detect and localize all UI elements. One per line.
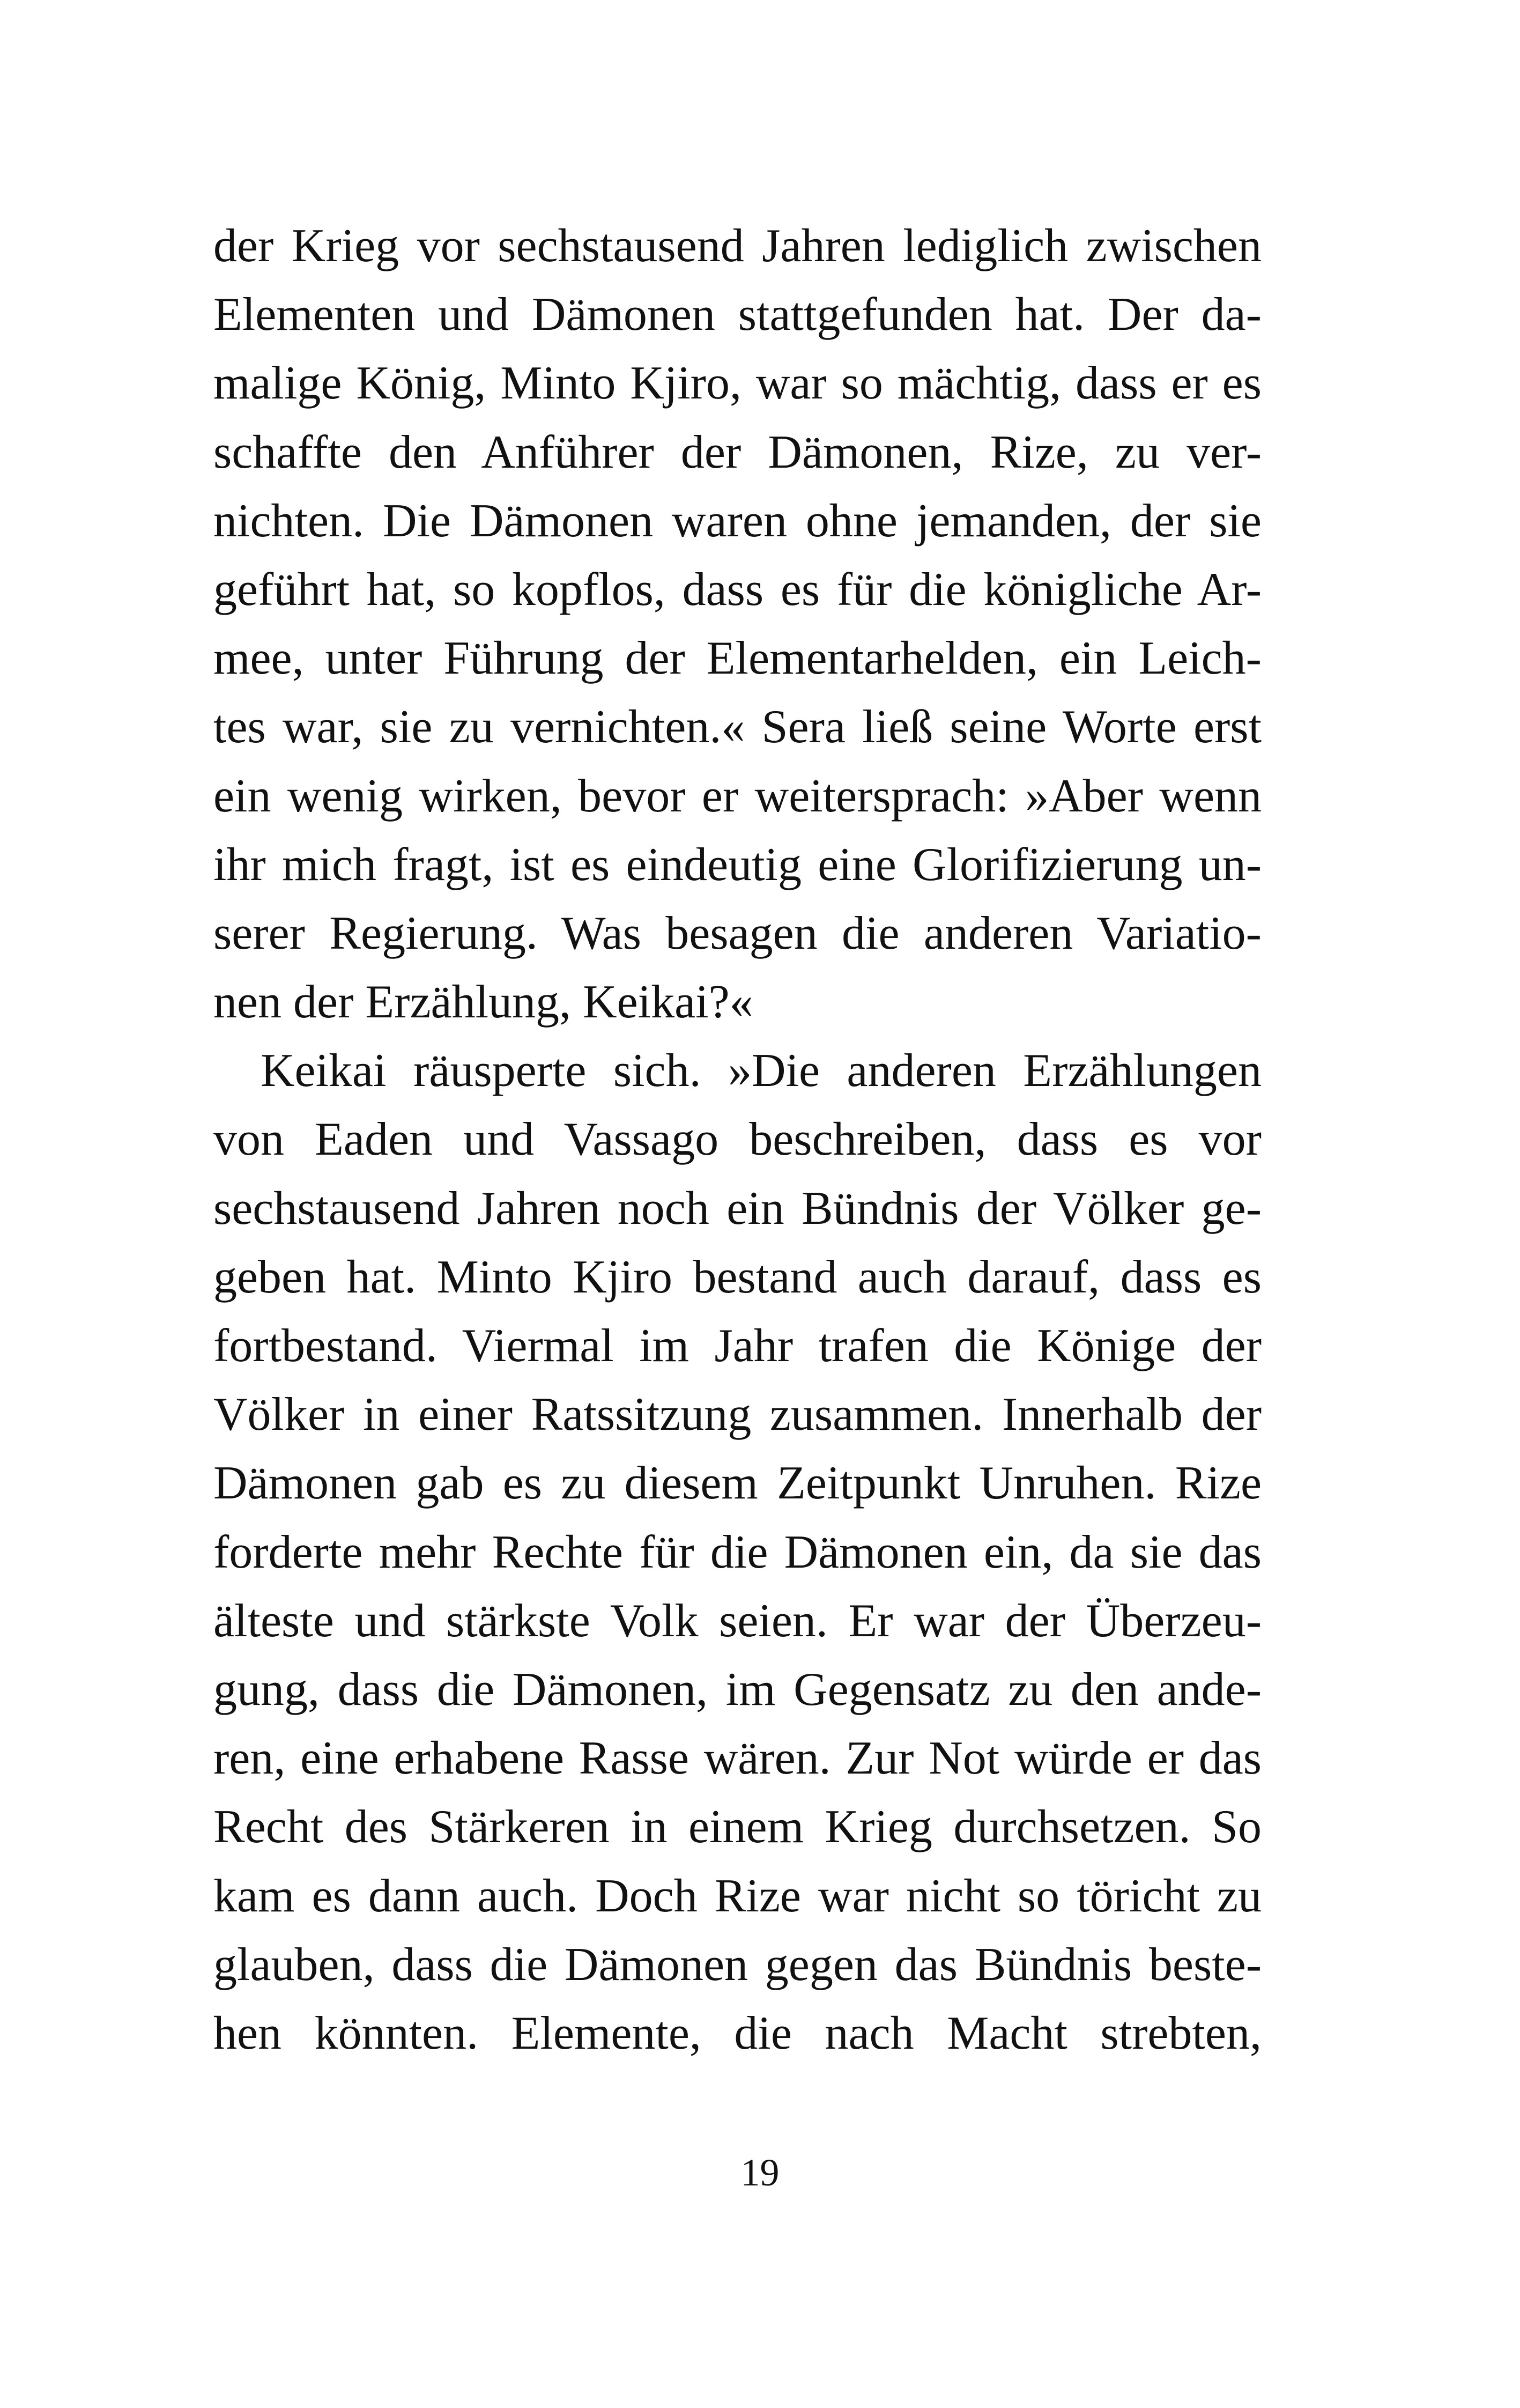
text-line: geben hat. Minto Kjiro bestand auch darauf, dass es — [213, 1251, 1262, 1303]
text-line: glauben, dass die Dämonen gegen das Bündnis beste- — [213, 1938, 1262, 1991]
text-line: malige König, Minto Kjiro, war so mächtig, dass er es — [213, 357, 1262, 410]
text-line: geführt hat, so kopflos, dass es für die königliche Ar- — [213, 563, 1262, 616]
text-line: mee, unter Führung der Elementarhelden, ein Leich- — [213, 632, 1262, 685]
text-line: gung, dass die Dämonen, im Gegensatz zu den ande- — [213, 1663, 1262, 1716]
text-line: der Krieg vor sechstausend Jahren lediglich zwischen — [213, 220, 1262, 272]
paragraph-2 — [213, 1037, 1262, 2068]
text-line: schaffte den Anführer der Dämonen, Rize, zu ver- — [213, 426, 1262, 478]
text-line: kam es dann auch. Doch Rize war nicht so töricht zu — [213, 1870, 1262, 1922]
text-line: nichten. Die Dämonen waren ohne jemanden, der sie — [213, 494, 1262, 547]
text-line: fortbestand. Viermal im Jahr trafen die Könige der — [213, 1320, 1262, 1372]
text-line: Keikai räusperte sich. »Die anderen Erzählungen — [261, 1045, 1262, 1097]
body-text — [213, 212, 1262, 2068]
text-line: älteste und stärkste Volk seien. Er war der Überzeu- — [213, 1594, 1262, 1647]
paragraph-1 — [213, 212, 1262, 1037]
text-line: tes war, sie zu vernichten.« Sera ließ seine Worte erst — [213, 701, 1262, 754]
text-line: hen könnten. Elemente, die nach Macht strebten, — [213, 2007, 1262, 2059]
text-line: von Eaden und Vassago beschreiben, dass es vor — [213, 1113, 1262, 1166]
text-line: serer Regierung. Was besagen die anderen Variatio- — [213, 907, 1262, 959]
text-line: Dämonen gab es zu diesem Zeitpunkt Unruhen. Rize — [213, 1457, 1262, 1510]
text-line: ein wenig wirken, bevor er weitersprach: »Aber wenn — [213, 770, 1262, 822]
text-line: Völker in einer Ratssitzung zusammen. Innerhalb der — [213, 1388, 1262, 1441]
text-line: ren, eine erhabene Rasse wären. Zur Not würde er das — [213, 1732, 1262, 1785]
page-number: 19 — [740, 2151, 780, 2194]
text-line: Recht des Stärkeren in einem Krieg durchsetzen. So — [213, 1801, 1262, 1853]
text-line: Elementen und Dämonen stattgefunden hat. Der da- — [213, 289, 1262, 341]
text-line: ihr mich fragt, ist es eindeutig eine Glorifizierung un- — [213, 838, 1262, 891]
text-line: nen der Erzählung, Keikai?« — [213, 976, 753, 1029]
text-line: forderte mehr Rechte für die Dämonen ein, da sie das — [213, 1526, 1262, 1578]
text-line: sechstausend Jahren noch ein Bündnis der Völker ge- — [213, 1182, 1262, 1235]
